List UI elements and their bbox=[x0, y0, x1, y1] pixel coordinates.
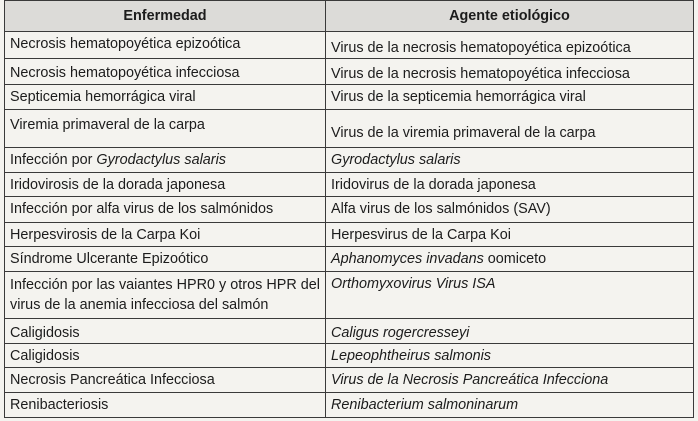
table-row bbox=[5, 85, 694, 110]
table-row bbox=[5, 393, 694, 418]
disease-cell: Renibacteriosis bbox=[5, 393, 326, 418]
disease-cell: Necrosis hematopoyética epizoótica bbox=[5, 32, 326, 59]
table-row bbox=[5, 148, 694, 173]
agent-text: Virus de la viremia primaveral de la carpa bbox=[331, 125, 596, 141]
agent-text: Virus de la necrosis hematopoyética infecciosa bbox=[331, 66, 630, 82]
document-table-container bbox=[4, 0, 693, 418]
table-row bbox=[5, 344, 694, 368]
disease-cell: Necrosis Pancreática Infecciosa bbox=[5, 368, 326, 393]
agent-italic: Aphanomyces invadans bbox=[331, 251, 484, 267]
disease-cell: Herpesvirosis de la Carpa Koi bbox=[5, 223, 326, 247]
disease-cell: Síndrome Ulcerante Epizoótico bbox=[5, 247, 326, 272]
disease-cell: Viremia primaveral de la carpa bbox=[5, 110, 326, 148]
table-row bbox=[5, 368, 694, 393]
agent-text: Virus de la septicemia hemorrágica viral bbox=[331, 89, 586, 105]
agent-cell bbox=[326, 59, 694, 85]
table-row bbox=[5, 319, 694, 344]
table-row bbox=[5, 59, 694, 85]
agent-suffix: oomiceto bbox=[483, 251, 547, 267]
disease-cell: Iridovirosis de la dorada japonesa bbox=[5, 173, 326, 197]
disease-cell: Necrosis hematopoyética infecciosa bbox=[5, 59, 326, 85]
table-row bbox=[5, 223, 694, 247]
disease-cell: Septicemia hemorrágica viral bbox=[5, 85, 326, 110]
agent-cell bbox=[326, 173, 694, 197]
disease-cell: Infección por alfa virus de los salmónidos bbox=[5, 197, 326, 223]
agent-cell bbox=[326, 344, 694, 368]
agent-cell bbox=[326, 148, 694, 173]
agent-text: Alfa virus de los salmónidos (SAV) bbox=[331, 201, 551, 217]
table-row bbox=[5, 247, 694, 272]
table-row bbox=[5, 32, 694, 59]
agent-text: Orthomyxovirus Virus ISA bbox=[331, 276, 496, 292]
agent-cell bbox=[326, 393, 694, 418]
agent-cell bbox=[326, 368, 694, 393]
agent-cell bbox=[326, 85, 694, 110]
agent-cell bbox=[326, 197, 694, 223]
disease-agent-table bbox=[4, 0, 694, 418]
disease-cell bbox=[5, 148, 326, 173]
agent-cell bbox=[326, 247, 694, 272]
agent-text: Virus de la necrosis hematopoyética epizoótica bbox=[331, 40, 631, 56]
agent-text: Herpesvirus de la Carpa Koi bbox=[331, 227, 511, 243]
table-row bbox=[5, 272, 694, 319]
agent-text: Virus de la Necrosis Pancreática Infecciona bbox=[331, 372, 609, 388]
disease-prefix: Infección por bbox=[10, 152, 97, 168]
agent-text: Renibacterium salmoninarum bbox=[331, 397, 519, 413]
agent-text: Iridovirus de la dorada japonesa bbox=[331, 177, 536, 193]
table-row bbox=[5, 110, 694, 148]
agent-cell bbox=[326, 32, 694, 59]
agent-cell bbox=[326, 110, 694, 148]
table-row bbox=[5, 173, 694, 197]
header-agente-etiologico: Agente etiológico bbox=[326, 1, 694, 32]
table-row bbox=[5, 197, 694, 223]
agent-cell bbox=[326, 223, 694, 247]
agent-text: Caligus rogercresseyi bbox=[331, 325, 470, 341]
disease-italic: Gyrodactylus salaris bbox=[96, 152, 226, 168]
disease-cell: Infección por las vaiantes HPR0 y otros HPR del virus de la anemia infecciosa del salmón bbox=[5, 272, 326, 319]
agent-cell bbox=[326, 272, 694, 319]
agent-text: Lepeophtheirus salmonis bbox=[331, 348, 491, 364]
agent-cell bbox=[326, 319, 694, 344]
header-enfermedad: Enfermedad bbox=[5, 1, 326, 32]
agent-text: Gyrodactylus salaris bbox=[331, 152, 461, 168]
header-row bbox=[5, 1, 694, 32]
disease-cell: Caligidosis bbox=[5, 319, 326, 344]
disease-cell: Caligidosis bbox=[5, 344, 326, 368]
